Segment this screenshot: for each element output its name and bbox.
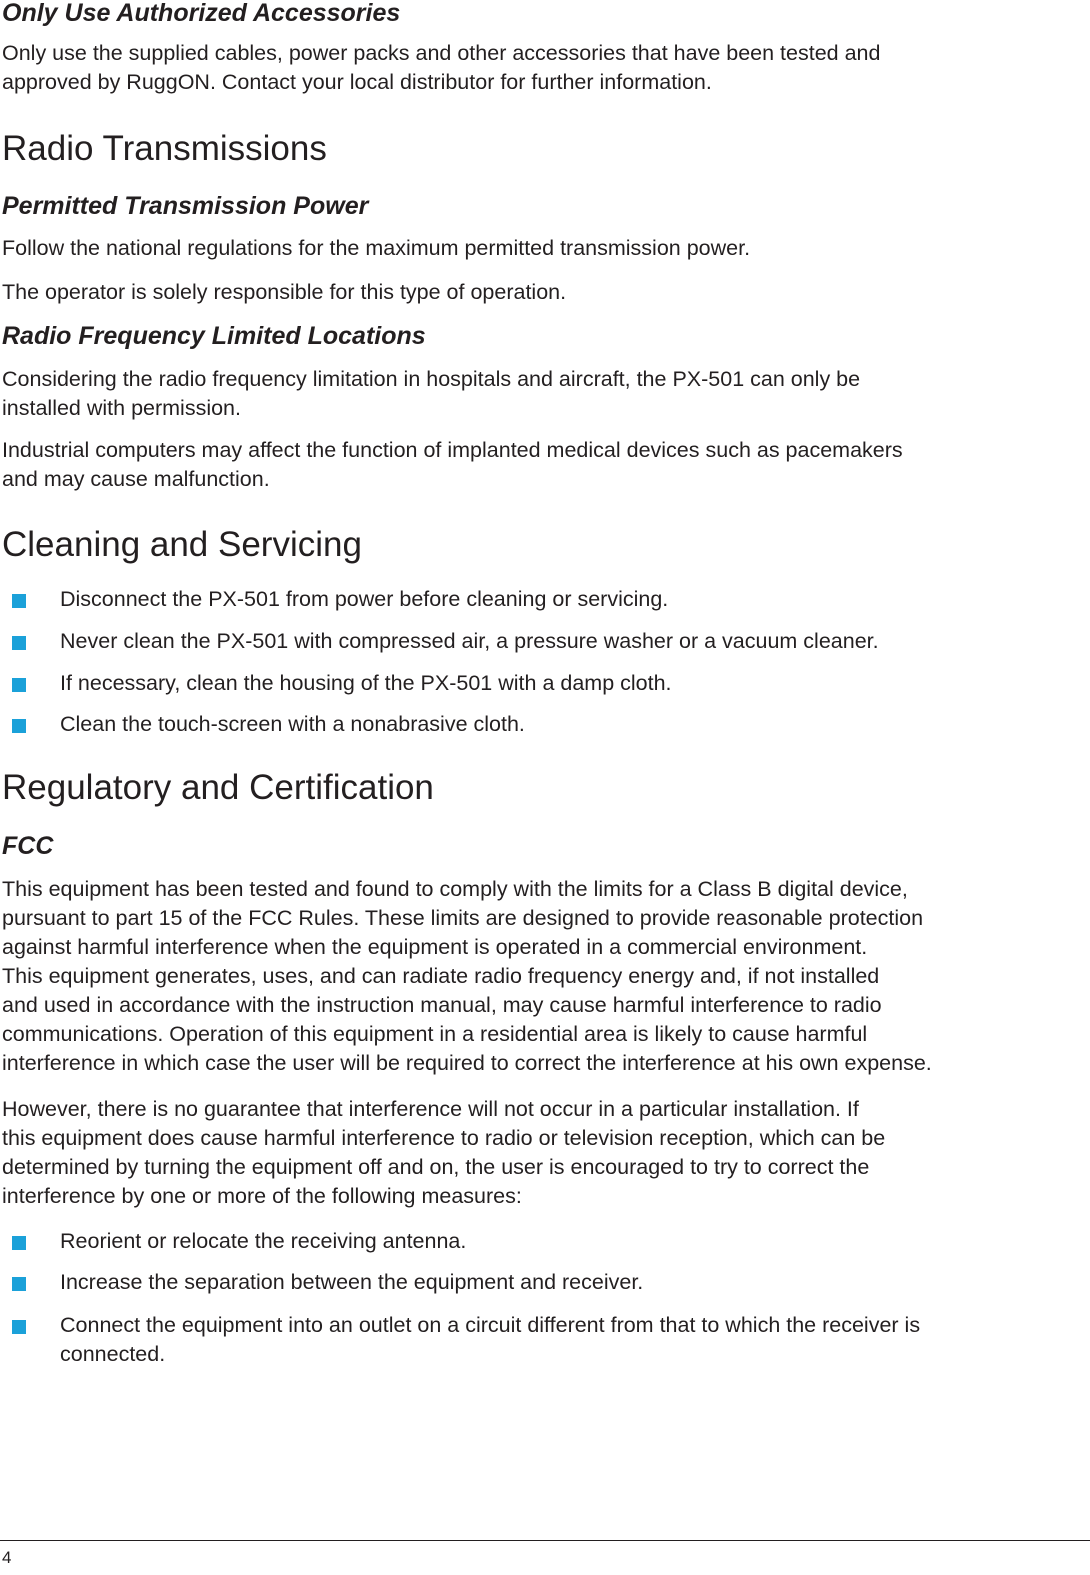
fcc-heading: FCC: [2, 832, 54, 860]
square-bullet-icon: [12, 678, 26, 692]
radio-transmissions-title: Radio Transmissions: [2, 129, 327, 168]
list-item: [0, 627, 1080, 657]
list-item-text: Disconnect the PX-501 from power before cleaning or servicing.: [60, 587, 669, 611]
list-item: [0, 585, 1080, 615]
transmission-power-paragraph-1: Follow the national regulations for the maximum permitted transmission power.: [2, 236, 751, 260]
list-item: [0, 1311, 1080, 1371]
list-item-text: Clean the touch-screen with a nonabrasive cloth.: [60, 712, 525, 736]
footer-divider: [0, 1540, 1090, 1541]
transmission-power-paragraph-2: The operator is solely responsible for this type of operation.: [2, 280, 567, 304]
list-item-text: Reorient or relocate the receiving antenna.: [60, 1229, 467, 1253]
list-item: [0, 1268, 1080, 1298]
fcc-paragraph-2: However, there is no guarantee that interference will not occur in a particular installation. If this equipment does cause harmful interference to radio or television reception, which can be determined by turning the equipment off and on, the user is encouraged to try to correct the interference by one or more of the following measures:: [2, 1097, 886, 1208]
list-item: [0, 1227, 1080, 1257]
list-item-text: Never clean the PX-501 with compressed air, a pressure washer or a vacuum cleaner.: [60, 629, 879, 653]
accessories-heading: Only Use Authorized Accessories: [2, 0, 401, 27]
cleaning-servicing-title: Cleaning and Servicing: [2, 525, 362, 564]
square-bullet-icon: [12, 636, 26, 650]
accessories-paragraph: Only use the supplied cables, power packs and other accessories that have been tested and approved by RuggON. Contact your local distributor for further information.: [2, 41, 881, 94]
rf-limited-paragraph-2: Industrial computers may affect the function of implanted medical devices such as pacemakers and may cause malfunction.: [2, 438, 903, 491]
list-item: [0, 669, 1080, 699]
transmission-power-heading: Permitted Transmission Power: [2, 192, 369, 220]
list-item-text: Connect the equipment into an outlet on a circuit different from that to which the receiver is connected.: [60, 1313, 921, 1366]
page-number: 4: [2, 1548, 12, 1567]
list-item-text: If necessary, clean the housing of the PX-501 with a damp cloth.: [60, 671, 672, 695]
square-bullet-icon: [12, 719, 26, 733]
rf-limited-paragraph-1: Considering the radio frequency limitation in hospitals and aircraft, the PX-501 can only be installed with permission.: [2, 367, 861, 420]
list-item: [0, 710, 1080, 740]
square-bullet-icon: [12, 1277, 26, 1291]
rf-limited-locations-heading: Radio Frequency Limited Locations: [2, 322, 426, 350]
fcc-paragraph-1: This equipment has been tested and found to comply with the limits for a Class B digital device, pursuant to part 15 of the FCC Rules. These limits are designed to provide reasonable protection against harmful interference when the equipment is operated in a commercial environment. This equipment generates, uses, and can radiate radio frequency energy and, if not installed and used in accordance with the instruction manual, may cause harmful interference to radio communications. Operation of this equipment in a residential area is likely to cause harmful interference in which case the user will be required to correct the interference at his own expense.: [2, 877, 932, 1075]
square-bullet-icon: [12, 1236, 26, 1250]
regulatory-certification-title: Regulatory and Certification: [2, 768, 434, 807]
square-bullet-icon: [12, 594, 26, 608]
list-item-text: Increase the separation between the equipment and receiver.: [60, 1270, 644, 1294]
square-bullet-icon: [12, 1320, 26, 1334]
